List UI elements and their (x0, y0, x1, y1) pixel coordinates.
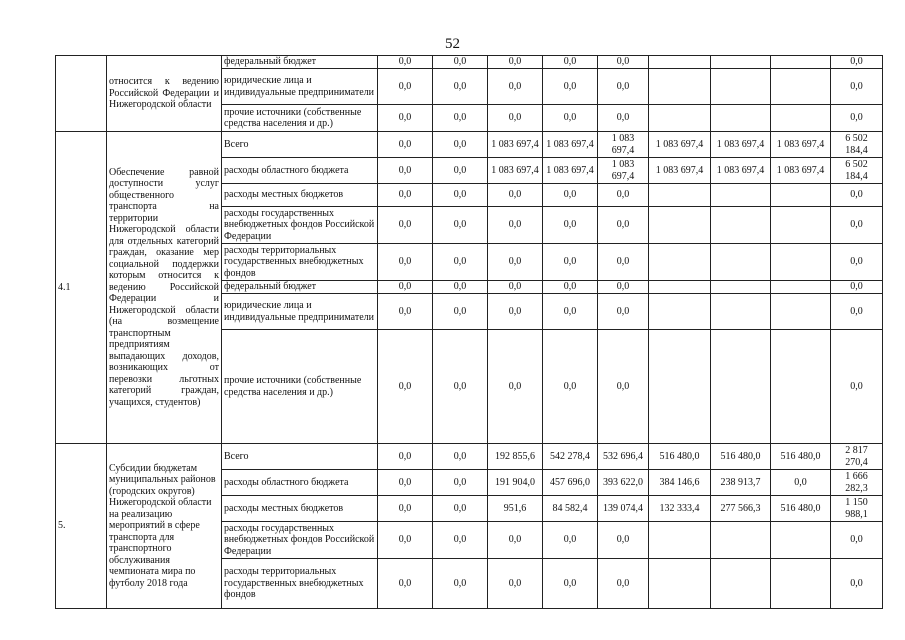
value-cell: 1 083 697,4 (543, 158, 598, 184)
value-cell: 1 150 988,1 (831, 496, 883, 522)
funding-source: федеральный бюджет (222, 56, 378, 69)
value-cell (771, 330, 831, 444)
value-cell (711, 105, 771, 132)
value-cell: 1 083 697,4 (488, 158, 543, 184)
value-cell: 0,0 (433, 330, 488, 444)
value-cell: 0,0 (598, 330, 649, 444)
value-cell: 0,0 (488, 330, 543, 444)
value-cell: 1 083 697,4 (649, 132, 711, 158)
value-cell: 0,0 (488, 522, 543, 559)
value-cell (649, 281, 711, 294)
value-cell (649, 184, 711, 207)
value-cell: 0,0 (488, 281, 543, 294)
value-cell: 0,0 (488, 69, 543, 105)
funding-source: расходы территориальных государственных внебюджетных фондов (222, 244, 378, 281)
value-cell: 0,0 (771, 470, 831, 496)
value-cell: 0,0 (831, 330, 883, 444)
value-cell: 0,0 (378, 56, 433, 69)
value-cell: 139 074,4 (598, 496, 649, 522)
value-cell: 0,0 (433, 522, 488, 559)
value-cell: 0,0 (378, 69, 433, 105)
value-cell: 0,0 (598, 281, 649, 294)
task-description: Обеспечение равной доступности услуг общественного транспорта на территории Нижегородской области для отдельных категорий граждан, оказание мер социальной поддержки которым относится к ведению Российской Федерации и Нижегородской области (на возмещение транспортным предприятиям выпадающих доходов, возникающих от перевозки льготных категорий граждан, учащихся, студентов) (107, 132, 222, 444)
value-cell: 0,0 (831, 294, 883, 330)
funding-source: юридические лица и индивидуальные предприниматели (222, 69, 378, 105)
value-cell: 0,0 (433, 56, 488, 69)
value-cell: 0,0 (433, 244, 488, 281)
value-cell: 384 146,6 (649, 470, 711, 496)
value-cell: 0,0 (598, 244, 649, 281)
funding-source: расходы местных бюджетов (222, 496, 378, 522)
value-cell: 1 083 697,4 (771, 158, 831, 184)
value-cell: 0,0 (831, 69, 883, 105)
value-cell: 0,0 (378, 281, 433, 294)
row-number (56, 56, 107, 132)
value-cell: 0,0 (488, 56, 543, 69)
value-cell: 277 566,3 (711, 496, 771, 522)
value-cell (771, 559, 831, 609)
value-cell: 0,0 (598, 522, 649, 559)
table-row (56, 444, 883, 470)
row-number: 4.1 (56, 132, 107, 444)
value-cell: 0,0 (543, 522, 598, 559)
value-cell: 516 480,0 (771, 444, 831, 470)
value-cell: 0,0 (598, 559, 649, 609)
value-cell (649, 330, 711, 444)
value-cell: 0,0 (378, 158, 433, 184)
value-cell: 516 480,0 (711, 444, 771, 470)
value-cell: 516 480,0 (649, 444, 711, 470)
value-cell: 0,0 (543, 105, 598, 132)
value-cell: 0,0 (378, 559, 433, 609)
value-cell (711, 69, 771, 105)
funding-source: юридические лица и индивидуальные предприниматели (222, 294, 378, 330)
value-cell: 0,0 (598, 207, 649, 244)
task-description: Субсидии бюджетам муниципальных районов (городских округов) Нижегородской области на реализацию мероприятий в сфере транспорта для транспортного обслуживания чемпионата мира по футболу 2018 года (107, 444, 222, 609)
value-cell: 238 913,7 (711, 470, 771, 496)
table-row (56, 56, 883, 69)
value-cell: 1 083 697,4 (649, 158, 711, 184)
value-cell: 0,0 (598, 184, 649, 207)
value-cell: 84 582,4 (543, 496, 598, 522)
value-cell: 0,0 (598, 69, 649, 105)
value-cell (711, 207, 771, 244)
value-cell: 0,0 (543, 330, 598, 444)
value-cell (711, 281, 771, 294)
value-cell: 0,0 (543, 281, 598, 294)
value-cell: 457 696,0 (543, 470, 598, 496)
value-cell (711, 559, 771, 609)
funding-source: прочие источники (собственные средства населения и др.) (222, 330, 378, 444)
value-cell: 0,0 (543, 56, 598, 69)
budget-table (55, 55, 883, 609)
page-number: 52 (445, 36, 460, 52)
value-cell: 0,0 (831, 105, 883, 132)
value-cell (771, 184, 831, 207)
value-cell: 0,0 (598, 56, 649, 69)
value-cell: 6 502 184,4 (831, 158, 883, 184)
value-cell (711, 294, 771, 330)
value-cell: 1 083 697,4 (488, 132, 543, 158)
funding-source: федеральный бюджет (222, 281, 378, 294)
value-cell (649, 105, 711, 132)
value-cell: 0,0 (488, 294, 543, 330)
value-cell: 0,0 (543, 244, 598, 281)
value-cell (649, 69, 711, 105)
value-cell: 0,0 (378, 184, 433, 207)
value-cell (649, 207, 711, 244)
value-cell (771, 522, 831, 559)
value-cell: 0,0 (488, 207, 543, 244)
value-cell: 0,0 (378, 522, 433, 559)
value-cell: 0,0 (433, 470, 488, 496)
value-cell: 0,0 (433, 559, 488, 609)
value-cell: 1 083 697,4 (598, 158, 649, 184)
value-cell (649, 244, 711, 281)
value-cell: 1 083 697,4 (711, 132, 771, 158)
value-cell: 0,0 (378, 244, 433, 281)
value-cell (771, 294, 831, 330)
value-cell: 951,6 (488, 496, 543, 522)
value-cell (771, 281, 831, 294)
value-cell: 0,0 (433, 158, 488, 184)
value-cell: 191 904,0 (488, 470, 543, 496)
funding-source: расходы областного бюджета (222, 158, 378, 184)
value-cell: 0,0 (543, 294, 598, 330)
value-cell: 0,0 (378, 330, 433, 444)
value-cell: 0,0 (433, 105, 488, 132)
table-row (56, 132, 883, 158)
value-cell: 0,0 (488, 184, 543, 207)
value-cell: 0,0 (488, 559, 543, 609)
value-cell: 0,0 (831, 207, 883, 244)
value-cell (771, 69, 831, 105)
funding-source: Всего (222, 132, 378, 158)
value-cell: 0,0 (488, 105, 543, 132)
value-cell: 0,0 (433, 132, 488, 158)
value-cell: 0,0 (831, 559, 883, 609)
value-cell (649, 559, 711, 609)
value-cell: 0,0 (433, 207, 488, 244)
value-cell: 0,0 (433, 496, 488, 522)
value-cell: 0,0 (831, 281, 883, 294)
funding-source: прочие источники (собственные средства населения и др.) (222, 105, 378, 132)
funding-source: расходы областного бюджета (222, 470, 378, 496)
value-cell: 0,0 (598, 294, 649, 330)
value-cell: 0,0 (433, 294, 488, 330)
value-cell (711, 184, 771, 207)
value-cell: 0,0 (543, 184, 598, 207)
value-cell: 0,0 (488, 244, 543, 281)
value-cell: 0,0 (543, 559, 598, 609)
value-cell: 192 855,6 (488, 444, 543, 470)
value-cell: 1 083 697,4 (711, 158, 771, 184)
value-cell: 0,0 (378, 470, 433, 496)
funding-source: расходы территориальных государственных внебюджетных фондов (222, 559, 378, 609)
value-cell: 0,0 (831, 184, 883, 207)
value-cell: 0,0 (378, 105, 433, 132)
value-cell: 0,0 (433, 184, 488, 207)
funding-source: расходы государственных внебюджетных фондов Российской Федерации (222, 522, 378, 559)
value-cell: 0,0 (598, 105, 649, 132)
value-cell (711, 522, 771, 559)
value-cell (771, 244, 831, 281)
value-cell (711, 330, 771, 444)
value-cell: 0,0 (831, 56, 883, 69)
value-cell: 0,0 (378, 207, 433, 244)
value-cell: 1 083 697,4 (543, 132, 598, 158)
value-cell (649, 56, 711, 69)
value-cell: 393 622,0 (598, 470, 649, 496)
value-cell: 0,0 (543, 207, 598, 244)
value-cell: 0,0 (378, 444, 433, 470)
value-cell (649, 522, 711, 559)
value-cell: 6 502 184,4 (831, 132, 883, 158)
value-cell: 2 817 270,4 (831, 444, 883, 470)
value-cell (711, 56, 771, 69)
value-cell: 0,0 (543, 69, 598, 105)
funding-source: расходы местных бюджетов (222, 184, 378, 207)
value-cell (649, 294, 711, 330)
value-cell: 0,0 (433, 444, 488, 470)
value-cell: 0,0 (378, 294, 433, 330)
value-cell (711, 244, 771, 281)
value-cell: 0,0 (831, 522, 883, 559)
value-cell (771, 105, 831, 132)
value-cell: 1 666 282,3 (831, 470, 883, 496)
value-cell: 0,0 (378, 496, 433, 522)
value-cell: 0,0 (831, 244, 883, 281)
row-number: 5. (56, 444, 107, 609)
funding-source: расходы государственных внебюджетных фондов Российской Федерации (222, 207, 378, 244)
value-cell: 532 696,4 (598, 444, 649, 470)
funding-source: Всего (222, 444, 378, 470)
value-cell: 0,0 (433, 281, 488, 294)
value-cell: 0,0 (433, 69, 488, 105)
value-cell (771, 207, 831, 244)
value-cell: 516 480,0 (771, 496, 831, 522)
value-cell (771, 56, 831, 69)
value-cell: 1 083 697,4 (771, 132, 831, 158)
value-cell: 0,0 (378, 132, 433, 158)
value-cell: 542 278,4 (543, 444, 598, 470)
task-description: относится к ведению Российской Федерации и Нижегородской области (107, 56, 222, 132)
value-cell: 132 333,4 (649, 496, 711, 522)
value-cell: 1 083 697,4 (598, 132, 649, 158)
